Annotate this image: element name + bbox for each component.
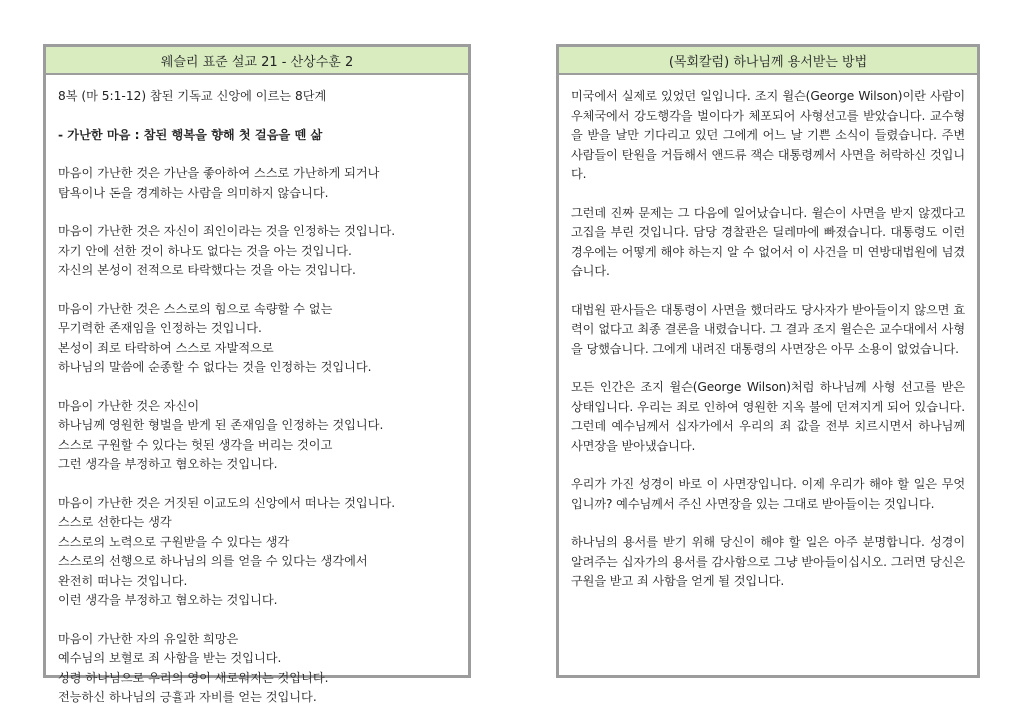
sermon-paragraph (58, 222, 456, 281)
sermon-line: 마음이 가난한 것은 스스로의 힘으로 속량할 수 없는 (58, 301, 333, 316)
sermon-line: 본성이 죄로 타락하여 스스로 자발적으로 (58, 340, 274, 355)
column-panel (556, 44, 980, 678)
sermon-line: 마음이 가난한 것은 거짓된 이교도의 신앙에서 떠나는 것입니다. (58, 495, 396, 510)
sermon-line: 자기 안에 선한 것이 하나도 없다는 것을 아는 것입니다. (58, 243, 352, 258)
sermon-line: 탐욕이나 돈을 경계하는 사람을 의미하지 않습니다. (58, 185, 329, 200)
sermon-line: 성령 하나님으로 우리의 영이 새로워지는 것입니다. (58, 670, 329, 685)
sermon-paragraph (58, 164, 456, 203)
sermon-heading: - 가난한 마음 : 참된 행복을 향해 첫 걸음을 뗀 삶 (58, 127, 323, 142)
sermon-line: 하나님께 영원한 형벌을 받게 된 존재임을 인정하는 것입니다. (58, 418, 384, 432)
sermon-line: 마음이 가난한 자의 유일한 희망은 (58, 631, 239, 646)
sermon-line: 스스로 구원할 수 있다는 헛된 생각을 버리는 것이고 (58, 437, 333, 452)
sermon-line: 그런 생각을 부정하고 혐오하는 것입니다. (58, 457, 278, 471)
column-paragraph: 대법원 판사들은 대통령이 사면을 했더라도 당사자가 받아들이지 않으면 효력이 없다고 최종 결론을 내렸습니다. 그 결과 조지 윌슨은 교수대에서 사형을 당했습니다. 그에게 내려진 대통령의 사면장은 아무 소용이 없었습니다. (571, 302, 965, 356)
sermon-title: 웨슬리 표준 설교 21 - 산상수훈 2 (46, 47, 468, 75)
sermon-line: 이런 생각을 부정하고 혐오하는 것입니다. (58, 593, 278, 607)
column-body (559, 75, 977, 592)
sermon-subtitle: 8복 (마 5:1-12) 참된 기독교 신앙에 이르는 8단계 (58, 89, 327, 103)
sermon-paragraph (58, 397, 456, 475)
column-paragraph: 미국에서 실제로 있었던 일입니다. 조지 윌슨(George Wilson)이란 사람이 우체국에서 강도행각을 벌이다가 체포되어 사형선고를 받았습니다. 교수형을 받을 날만 기다리고 있던 그에게 어느 날 기쁜 소식이 들렸습니다. 주변 사람들이 탄원을 거듭해서 앤드류 잭슨 대통령께서 사면을 허락하신 것입니다. (571, 89, 965, 181)
sermon-line: 전능하신 하나님의 긍휼과 자비를 얻는 것입니다. (58, 690, 317, 704)
sermon-line: 스스로의 선행으로 하나님의 의를 얻을 수 있다는 생각에서 (58, 554, 368, 568)
column-paragraph: 하나님의 용서를 받기 위해 당신이 해야 할 일은 아주 분명합니다. 성경이 알려주는 십자가의 용서를 감사함으로 그냥 받아들이십시오. 그러면 당신은 구원을 받고 죄 사함을 얻게 될 것입니다. (571, 535, 965, 588)
sermon-line: 마음이 가난한 것은 자신이 죄인이라는 것을 인정하는 것입니다. (58, 224, 396, 238)
column-paragraph: 그런데 진짜 문제는 그 다음에 일어났습니다. 윌슨이 사면을 받지 않겠다고 고집을 부린 것입니다. 담당 경찰관은 딜레마에 빠졌습니다. 대통령도 이런 경우에는 어떻게 해야 하는지 알 수 없어서 이 사건을 미 연방대법원에 넘겼습니다. (571, 205, 965, 278)
sermon-line: 마음이 가난한 것은 자신이 (58, 398, 200, 413)
sermon-line: 스스로의 노력으로 구원받을 수 있다는 생각 (58, 534, 290, 549)
sermon-paragraph (58, 300, 456, 378)
sermon-line: 예수님의 보혈로 죄 사함을 받는 것입니다. (58, 651, 282, 665)
sermon-groups (58, 164, 456, 708)
sermon-line: 무기력한 존재임을 인정하는 것입니다. (58, 321, 262, 335)
sermon-panel (43, 44, 471, 704)
sermon-paragraph (58, 630, 456, 708)
sermon-line: 하나님의 말씀에 순종할 수 없다는 것을 인정하는 것입니다. (58, 360, 372, 374)
sermon-paragraph (58, 494, 456, 611)
sermon-line: 완전히 떠나는 것입니다. (58, 573, 188, 588)
column-title: (목회칼럼) 하나님께 용서받는 방법 (559, 47, 977, 75)
sermon-line: 자신의 본성이 전적으로 타락했다는 것을 아는 것입니다. (58, 263, 356, 277)
sermon-line: 스스로 선한다는 생각 (58, 515, 172, 529)
column-paragraph: 모든 인간은 조지 윌슨(George Wilson)처럼 하나님께 사형 선고를 받은 상태입니다. 우리는 죄로 인하여 영원한 지옥 불에 던져지게 되어 있습니다. 그런데 예수님께서 십자가에서 우리의 죄 값을 전부 치르시면서 하나님께 사면장을 받아냈습니다. (571, 380, 965, 453)
sermon-body (46, 75, 468, 708)
column-paragraph: 우리가 가진 성경이 바로 이 사면장입니다. 이제 우리가 해야 할 일은 무엇입니까? 예수님께서 주신 사면장을 있는 그대로 받아들이는 것입니다. (571, 477, 965, 511)
sermon-line: 마음이 가난한 것은 가난을 좋아하여 스스로 가난하게 되거나 (58, 166, 380, 180)
